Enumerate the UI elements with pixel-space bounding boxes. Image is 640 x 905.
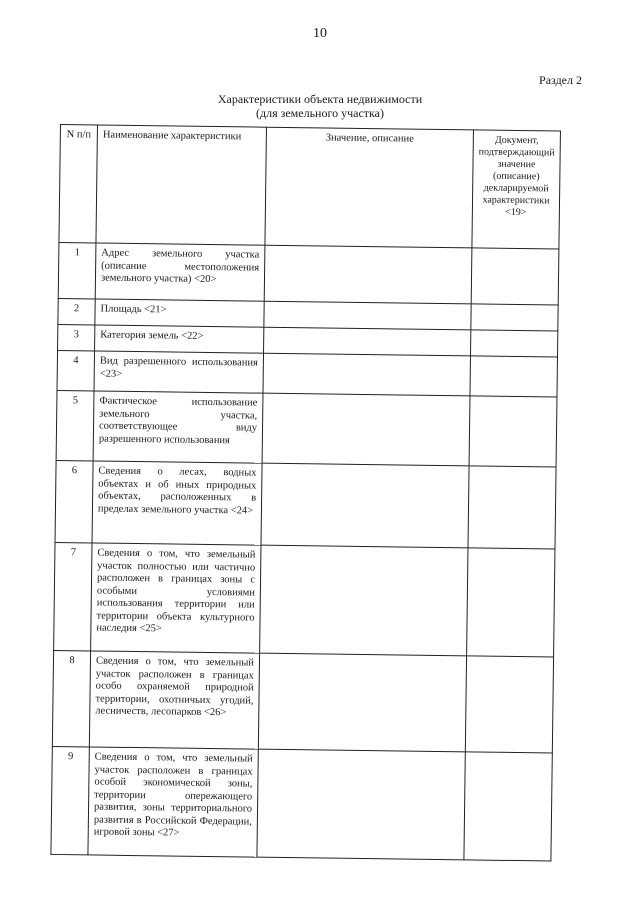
value-cell[interactable] <box>264 301 471 330</box>
table-row <box>54 542 555 657</box>
document-cell[interactable] <box>471 248 559 305</box>
header-document: Документ, подтверждающий значение (описание) декларируемой характеристики <19> <box>472 130 560 249</box>
table-row <box>52 650 553 753</box>
table-row <box>55 460 556 549</box>
value-cell[interactable] <box>264 245 472 304</box>
header-value: Значение, описание <box>265 127 474 248</box>
row-number: 1 <box>58 242 96 298</box>
header-num: N п/п <box>59 125 98 243</box>
row-name: Сведения о том, что земельный участок расположен в границах особой экономической зоны, территории опережающего развития, зоны территориального развития в Российской Федерации, игровой зоны <27> <box>88 747 258 857</box>
value-cell[interactable] <box>260 545 468 656</box>
value-cell[interactable] <box>261 463 469 548</box>
table-row <box>58 242 559 305</box>
document-cell[interactable] <box>470 356 557 397</box>
row-name: Фактическое использование земельного участка, соответствующее виду разрешенного использования <box>93 391 263 463</box>
table-row <box>56 390 557 467</box>
header-name: Наименование характеристики <box>96 125 267 245</box>
document-cell[interactable] <box>467 548 555 657</box>
row-number: 4 <box>57 350 95 390</box>
value-cell[interactable] <box>257 749 465 860</box>
row-number: 3 <box>58 324 95 350</box>
value-cell[interactable] <box>263 353 471 396</box>
value-cell[interactable] <box>264 327 471 356</box>
title-line-2: (для земельного участка) <box>255 106 384 120</box>
document-cell[interactable] <box>465 656 553 753</box>
row-number: 6 <box>55 460 93 542</box>
document-cell[interactable] <box>471 304 558 331</box>
title-line-1: Характеристики объекта недвижимости <box>217 92 423 106</box>
row-name: Вид разрешенного использования <23> <box>94 351 264 393</box>
row-number: 8 <box>52 650 90 746</box>
characteristics-table <box>50 124 560 861</box>
value-cell[interactable] <box>262 393 470 466</box>
row-name: Сведения о том, что земельный участок полностью или частично расположен в границах зоны с особыми условиями использования территории или территории объекта культурного наследия <25> <box>91 543 261 653</box>
row-name: Площадь <21> <box>95 299 264 327</box>
section-label: Раздел 2 <box>539 73 582 87</box>
row-name: Сведения о том, что земельный участок расположен в границах особо охраняемой природной территории, охотничьих угодий, лесничеств, лесопарков <26> <box>89 651 259 749</box>
document-cell[interactable] <box>469 396 557 467</box>
row-number: 9 <box>51 746 89 854</box>
value-cell[interactable] <box>258 653 466 752</box>
document-cell[interactable] <box>464 752 552 861</box>
row-number: 2 <box>58 298 95 324</box>
table-header-row <box>59 125 560 250</box>
document-cell[interactable] <box>468 466 556 549</box>
document-cell[interactable] <box>470 330 557 357</box>
row-number: 5 <box>56 390 94 460</box>
row-name: Категория земель <22> <box>95 325 264 353</box>
page-number: 10 <box>313 26 327 41</box>
row-number: 7 <box>54 542 92 650</box>
row-name: Сведения о лесах, водных объектах и об иных природных объектах, расположенных в пределах земельного участка <24> <box>92 461 262 545</box>
document-title <box>0 92 640 120</box>
row-name: Адрес земельного участка (описание местоположения земельного участка) <20> <box>95 243 265 301</box>
table-row <box>51 746 552 861</box>
table-row <box>57 350 557 397</box>
